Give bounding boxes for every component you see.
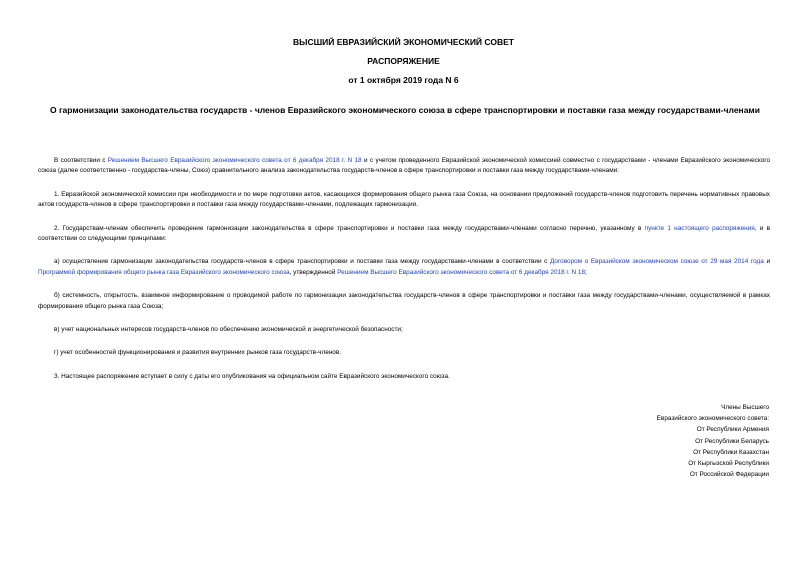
- council-name: ВЫСШИЙ ЕВРАЗИЙСКИЙ ЭКОНОМИЧЕСКИЙ СОВЕТ: [293, 37, 514, 47]
- document-type: РАСПОРЯЖЕНИЕ: [367, 56, 440, 66]
- paragraph-g: г) учет особенностей функционирования и развития внутренних рынков газа государств-членов.: [54, 349, 342, 357]
- signature-member: От Кыргызской Республики: [688, 460, 769, 468]
- document-date-number: от 1 октября 2019 года N 6: [348, 75, 459, 85]
- pa-text-4: ;: [585, 268, 587, 276]
- intro-text-2: и с учетом проведенного Евразийской экономической комиссией совместно с государствами - членами Евразийского экономического союза (далее соответственно - государства-члены, Союз) сравнительного анализа законодательства государств-членов в сфере транспортировки и поставки газа между государствами-членами:: [38, 157, 771, 175]
- document-title: О гармонизации законодательства государств - членов Евразийского экономического союза в сфере транспортировки и поставки газа между государствами-членами: [50, 105, 760, 115]
- paragraph-1: 1. Евразийской экономической комиссии при необходимости и по мере подготовки актов, касающихся формирования общего рынка газа Союза, на основании предложений государств-членов подготовить перечень нормативных правовых актов государств-членов в сфере транспортировки и поставки газа между государствами-членами, подлежащих гармонизации.: [38, 190, 770, 209]
- paragraph-2: [38, 224, 770, 245]
- link-eaeu-treaty[interactable]: Договором о Евразийском экономическом союзе от 29 мая 2014 года: [550, 258, 764, 266]
- link-decision-18[interactable]: Решением Высшего Евразийского экономического совета от 6 декабря 2018 г. N 18: [107, 157, 362, 164]
- intro-text-1: В соответствии с: [54, 157, 108, 164]
- signature-line-2: Евразийского экономического совета:: [656, 415, 769, 423]
- p2-text-1: 2. Государствам-членам обеспечить проведение гармонизации законодательства в сфере транспортировки и поставки газа между государствами-членами согласно перечню, указанному в: [54, 224, 645, 232]
- signature-member: От Республики Казахстан: [693, 448, 769, 456]
- document-body: [38, 156, 770, 395]
- pa-text-3: , утвержденной: [289, 268, 338, 276]
- signature-block: [657, 402, 769, 480]
- paragraph-a: [38, 257, 770, 278]
- signature-line-1: Члены Высшего: [721, 404, 769, 411]
- pa-text-1: а) осуществление гармонизации законодательства государств-членов в сфере транспортировки и поставки газа между государствами-членами в соответствии с: [54, 258, 550, 266]
- p2-text-2: , и в соответствии со следующими принципами:: [38, 224, 770, 243]
- signature-member: От Республики Беларусь: [695, 437, 769, 445]
- link-point-1[interactable]: пункте 1 настоящего распоряжения: [644, 224, 755, 232]
- intro-paragraph: [38, 156, 770, 177]
- signature-member: От Российской Федерации: [689, 471, 769, 479]
- signature-member: От Республики Армения: [696, 426, 769, 434]
- paragraph-b: б) системность, открытость, взаимное информирование о проводимой работе по гармонизации законодательства государств-членов в сфере транспортировки и поставки газа между государствами-членами, осуществляемой в рамках формирования общего рынка газа Союза;: [38, 292, 770, 310]
- paragraph-v: в) учет национальных интересов государств-членов по обеспечению экономической и энергетической безопасности;: [54, 326, 403, 334]
- link-decision-18-second[interactable]: Решением Высшего Евразийского экономического совета от 6 декабря 2018 г. N 18: [337, 268, 586, 276]
- link-gas-market-program[interactable]: Программой формирования общего рынка газа Евразийского экономического союза: [38, 268, 290, 276]
- paragraph-3: 3. Настоящее распоряжение вступает в силу с даты его опубликования на официальном сайте Евразийского экономического союза.: [54, 372, 450, 380]
- pa-text-2: и: [763, 258, 771, 266]
